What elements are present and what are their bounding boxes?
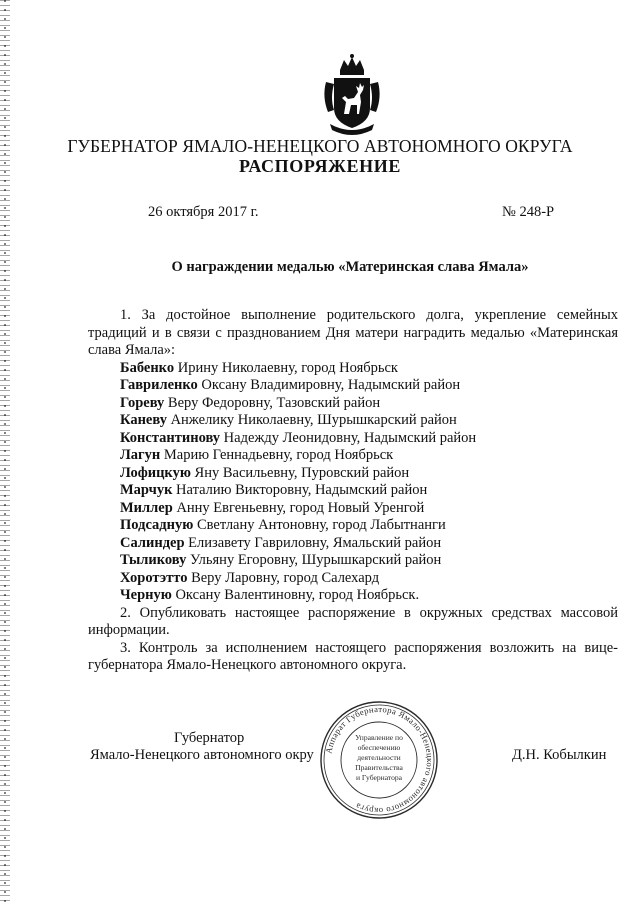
stamp-line: деятельности — [357, 753, 401, 762]
awardee-surname: Подсадную — [120, 517, 194, 533]
document-body — [88, 307, 618, 675]
list-item — [88, 535, 618, 553]
paragraph-3: 3. Контроль за исполнением настоящего распоряжения возложить на вице-губернатора Ямало-Ненецкого автономного округа. — [88, 639, 618, 673]
list-item — [88, 447, 618, 465]
awardee-surname: Миллер — [120, 499, 173, 516]
document-type: РАСПОРЯЖЕНИЕ — [239, 156, 401, 176]
awardee-surname: Черную — [120, 587, 172, 603]
list-item — [88, 517, 618, 535]
awardee-details: Светлану Антоновну, город Лабытнанги — [193, 517, 446, 533]
list-item — [88, 587, 618, 605]
list-item — [88, 360, 618, 378]
document-date: 26 октября 2017 г. — [148, 204, 259, 220]
awardee-surname: Лагун — [120, 447, 161, 463]
list-item — [88, 482, 618, 500]
awardee-details: Наталию Викторовну, Надымский район — [172, 482, 428, 498]
stamp-line: и Губернатора — [355, 773, 403, 782]
stamp-line: обеспечению — [357, 743, 401, 752]
coat-of-arms-icon — [318, 52, 386, 136]
awardee-surname: Гореву — [120, 394, 165, 411]
awardee-details: Яну Васильевну, Пуровский район — [190, 464, 410, 481]
awardee-details: Ирину Николаевну, город Ноябрьск — [174, 359, 398, 376]
awardee-details: Веру Ларовну, город Салехард — [187, 569, 380, 586]
list-item — [88, 465, 618, 483]
awardee-surname: Марчук — [120, 482, 173, 498]
awardee-surname: Каневу — [120, 412, 167, 428]
signatory-title: Губернатор — [174, 730, 245, 746]
awardee-surname: Гавриленко — [120, 377, 198, 393]
awardee-surname: Бабенко — [120, 359, 175, 376]
awardee-details: Оксану Валентиновну, город Ноябрьск. — [171, 587, 420, 603]
signatory-name: Д.Н. Кобылкин — [512, 747, 607, 763]
awardee-details: Оксану Владимировну, Надымский район — [197, 377, 461, 393]
awardee-details: Анну Евгеньевну, город Новый Уренгой — [172, 499, 425, 516]
governor-title: ГУБЕРНАТОР ЯМАЛО-НЕНЕЦКОГО АВТОНОМНОГО ОКРУГА — [67, 136, 573, 156]
awardee-details: Марию Геннадьевну, город Ноябрьск — [160, 447, 394, 463]
list-item — [88, 552, 618, 570]
awardee-surname: Салиндер — [120, 534, 185, 551]
signatory-organization: Ямало-Ненецкого автономного окру — [90, 747, 314, 763]
document-subject: О награждении медалью «Материнская слава Ямала» — [171, 259, 529, 275]
awardee-surname: Константинову — [120, 429, 221, 446]
awardee-surname: Тыликову — [120, 552, 187, 568]
list-item — [88, 377, 618, 395]
awardee-surname: Хоротэтто — [120, 569, 188, 586]
stamp-line: Управление по — [355, 733, 403, 742]
awardee-surname: Лофицкую — [120, 464, 191, 481]
paragraph-1: 1. За достойное выполнение родительского долга, укрепление семейных традиций и в связи с празднованием Дня матери наградить медалью «Материнская слава Ямала»: — [88, 307, 618, 358]
document-number: № 248-Р — [502, 204, 555, 220]
list-item — [88, 430, 618, 448]
awardee-details: Надежду Леонидовну, Надымский район — [220, 429, 477, 446]
awardee-details: Ульяну Егоровну, Шурышкарский район — [186, 552, 442, 568]
awardee-details: Елизавету Гавриловну, Ямальский район — [184, 534, 442, 551]
official-stamp — [318, 700, 440, 820]
stamp-line: Правительства — [355, 763, 403, 772]
list-item — [88, 395, 618, 413]
awardee-details: Анжелику Николаевну, Шурышкарский район — [166, 412, 457, 428]
paragraph-2: 2. Опубликовать настоящее распоряжение в окружных средствах массовой информации. — [88, 604, 618, 638]
awardee-list — [88, 360, 618, 605]
list-item — [88, 500, 618, 518]
list-item — [88, 570, 618, 588]
list-item — [88, 412, 618, 430]
stamp-ring-text: Аппарат Губернатора Ямало-Ненецкого автономного округа — [323, 703, 436, 817]
awardee-details: Веру Федоровну, Тазовский район — [164, 394, 381, 411]
